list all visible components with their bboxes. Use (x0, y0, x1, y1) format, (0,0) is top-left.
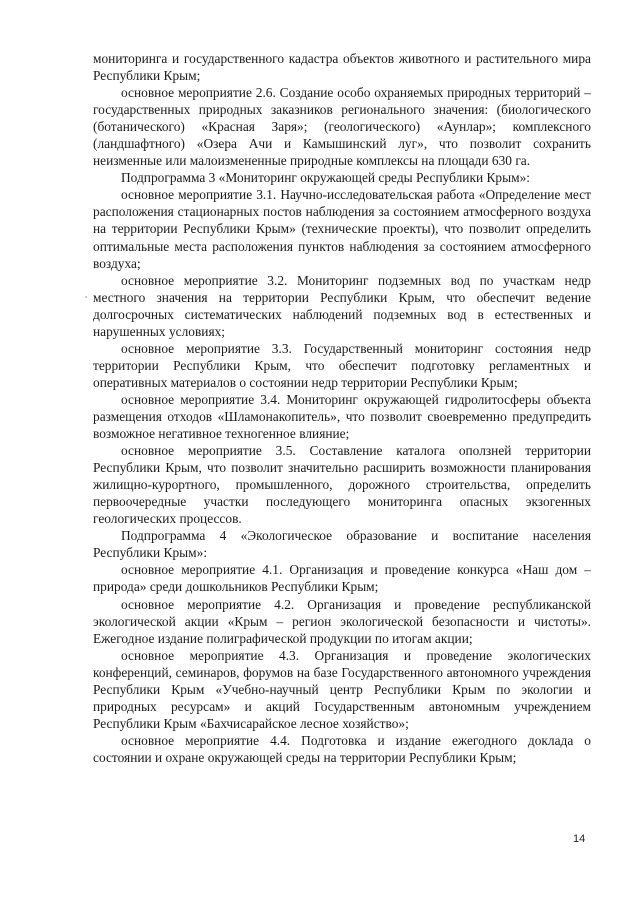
paragraph-measure-4-4: основное мероприятие 4.4. Подготовка и издание ежегодного доклада о состоянии и охране окружающей среды на территории Республики Крым; (93, 732, 591, 765)
paragraph-continuation: мониторинга и государственного кадастра объектов животного и растительного мира Республики Крым; (93, 51, 591, 84)
paragraph-measure-3-1: основное мероприятие 3.1. Научно-исследовательская работа «Определение мест расположения стационарных постов наблюдения за состоянием атмосферного воздуха на территории Республики Крым» (технические проекты), что позволит определить оптимальные места расположения пунктов наблюдения за состоянием атмосферного воздуха; (93, 187, 591, 271)
paragraph-measure-4-2: основное мероприятие 4.2. Организация и проведение республиканской экологической акции «Крым – регион экологической безопасности и чистоты». Ежегодное издание полиграфической продукции по итогам акции; (93, 596, 591, 646)
subprogram-3-heading: Подпрограмма 3 «Мониторинг окружающей среды Республики Крым»: (121, 170, 531, 186)
paragraph-measure-4-1: основное мероприятие 4.1. Организация и проведение конкурса «Наш дом – природа» среди дошкольников Республики Крым; (93, 562, 591, 595)
subprogram-4-heading: Подпрограмма 4 «Экологическое образование и воспитание населения Республики Крым»: (93, 528, 591, 561)
paragraph-measure-3-5: основное мероприятие 3.5. Составление каталога оползней территории Республики Крым, что позволит значительно расширить возможности планирования жилищно-курортного, промышленного, дорожного строительства, определить первоочередные участки последующего мониторинга опасных экзогенных геологических процессов. (93, 443, 591, 527)
paragraph-measure-3-2: основное мероприятие 3.2. Мониторинг подземных вод по участкам недр местного значения на территории Республики Крым, что обеспечит ведение долгосрочных систематических наблюдений подземных вод в естественных и нарушенных условиях; (93, 272, 591, 339)
paragraph-measure-2-6: основное мероприятие 2.6. Создание особо охраняемых природных территорий – государственных природных заказников регионального значения: (биологического (ботанического) «Красная Заря»; (геологического) «Аунлар»; комплексного (ландшафтного) «Озера Ачи и Камышинский луг», что позволит сохранить неизменные или малоизмененные природные комплексы на площади 630 га. (93, 85, 591, 169)
paragraph-measure-3-3: основное мероприятие 3.3. Государственный мониторинг состояния недр территории Республики Крым, что обеспечит подготовку регламентных и оперативных материалов о состоянии недр территории Республики Крым; (93, 340, 591, 390)
paragraph-measure-3-4: основное мероприятие 3.4. Мониторинг окружающей гидролитосферы объекта размещения отходов «Шламонакопитель», что позволит своевременно предупредить возможное негативное техногенное влияние; (93, 391, 591, 442)
scan-speck (85, 296, 87, 298)
paragraph-measure-4-3: основное мероприятие 4.3. Организация и проведение экологических конференций, семинаров, форумов на базе Государственного автономного учреждения Республики Крым «Учебно-научный центр Республики Крым по экологии и природных ресурсам» и акций Государственным автономным учреждением Республики Крым «Бахчисарайское лесное хозяйство»; (93, 647, 591, 731)
page-number: 14 (573, 833, 586, 845)
document-body (93, 50, 591, 766)
